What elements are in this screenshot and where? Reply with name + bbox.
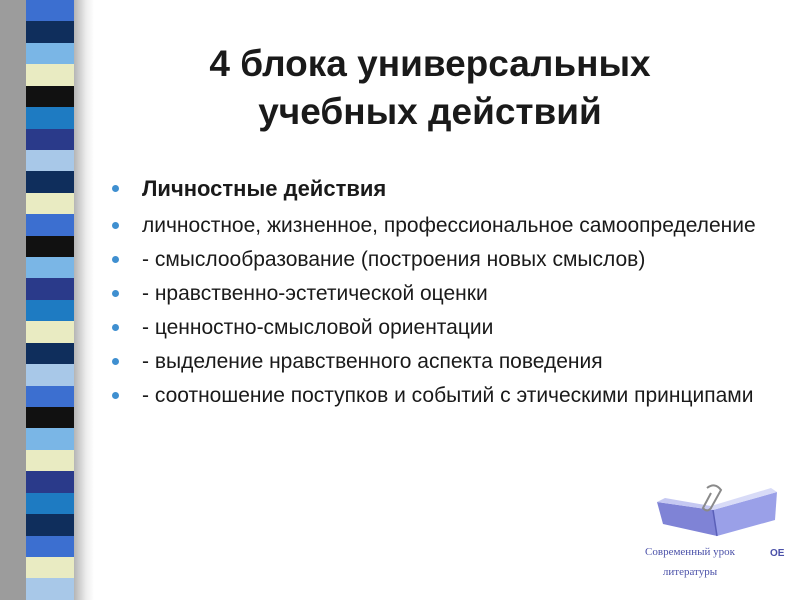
bullet-text: - ценностно-смысловой ориентации — [142, 316, 494, 339]
stripe-shadow — [74, 0, 94, 600]
stripe-segment — [26, 364, 74, 385]
stripe-segment — [26, 21, 74, 42]
decorative-color-stripe — [26, 0, 74, 600]
round-bullet-icon — [112, 290, 119, 297]
bullet-text: - смыслообразование (построения новых смыслов) — [142, 248, 646, 271]
bullet-item — [112, 281, 792, 306]
stripe-segment — [26, 514, 74, 535]
stripe-segment — [26, 407, 74, 428]
round-bullet-icon — [112, 324, 119, 331]
stripe-segment — [26, 193, 74, 214]
bullet-text: Личностные действия — [142, 176, 387, 201]
stripe-segment — [26, 278, 74, 299]
title-line-2: учебных действий — [258, 91, 602, 132]
round-bullet-icon — [112, 358, 119, 365]
bullet-text: личностное, жизненное, профессиональное самоопределение — [142, 214, 756, 237]
round-bullet-icon — [112, 392, 119, 399]
bullet-item — [112, 213, 792, 238]
stripe-segment — [26, 536, 74, 557]
bullet-item — [112, 383, 792, 408]
stripe-segment — [26, 107, 74, 128]
open-book-with-paperclip-icon — [655, 480, 780, 540]
stripe-segment — [26, 578, 74, 599]
bullet-text: - соотношение поступков и событий с этическими принципами — [142, 384, 754, 407]
round-bullet-icon — [112, 222, 119, 229]
caption-line-1: Современный урок — [645, 546, 735, 558]
bullet-text: - выделение нравственного аспекта поведения — [142, 350, 603, 373]
slide-title — [150, 40, 710, 136]
stripe-segment — [26, 321, 74, 342]
round-bullet-icon — [112, 256, 119, 263]
stripe-segment — [26, 171, 74, 192]
bullet-item — [112, 349, 792, 374]
stripe-segment — [26, 236, 74, 257]
stripe-segment — [26, 129, 74, 150]
round-bullet-icon — [112, 185, 119, 192]
corner-logo-text: ОЕ — [770, 548, 785, 559]
stripe-segment — [26, 343, 74, 364]
stripe-segment — [26, 493, 74, 514]
title-line-1: 4 блока универсальных — [209, 43, 651, 84]
bullet-item — [112, 247, 792, 272]
stripe-segment — [26, 471, 74, 492]
stripe-segment — [26, 557, 74, 578]
bullet-text: - нравственно-эстетической оценки — [142, 282, 488, 305]
bullet-item — [112, 176, 792, 201]
stripe-segment — [26, 0, 74, 21]
stripe-segment — [26, 257, 74, 278]
stripe-segment — [26, 86, 74, 107]
stripe-segment — [26, 386, 74, 407]
stripe-segment — [26, 300, 74, 321]
stripe-segment — [26, 64, 74, 85]
stripe-segment — [26, 428, 74, 449]
footer-caption — [630, 542, 750, 582]
bullet-list — [112, 176, 792, 417]
stripe-segment — [26, 450, 74, 471]
caption-line-2: литературы — [662, 566, 718, 578]
left-gray-bar — [0, 0, 26, 600]
stripe-segment — [26, 43, 74, 64]
stripe-segment — [26, 150, 74, 171]
bullet-item — [112, 315, 792, 340]
stripe-segment — [26, 214, 74, 235]
